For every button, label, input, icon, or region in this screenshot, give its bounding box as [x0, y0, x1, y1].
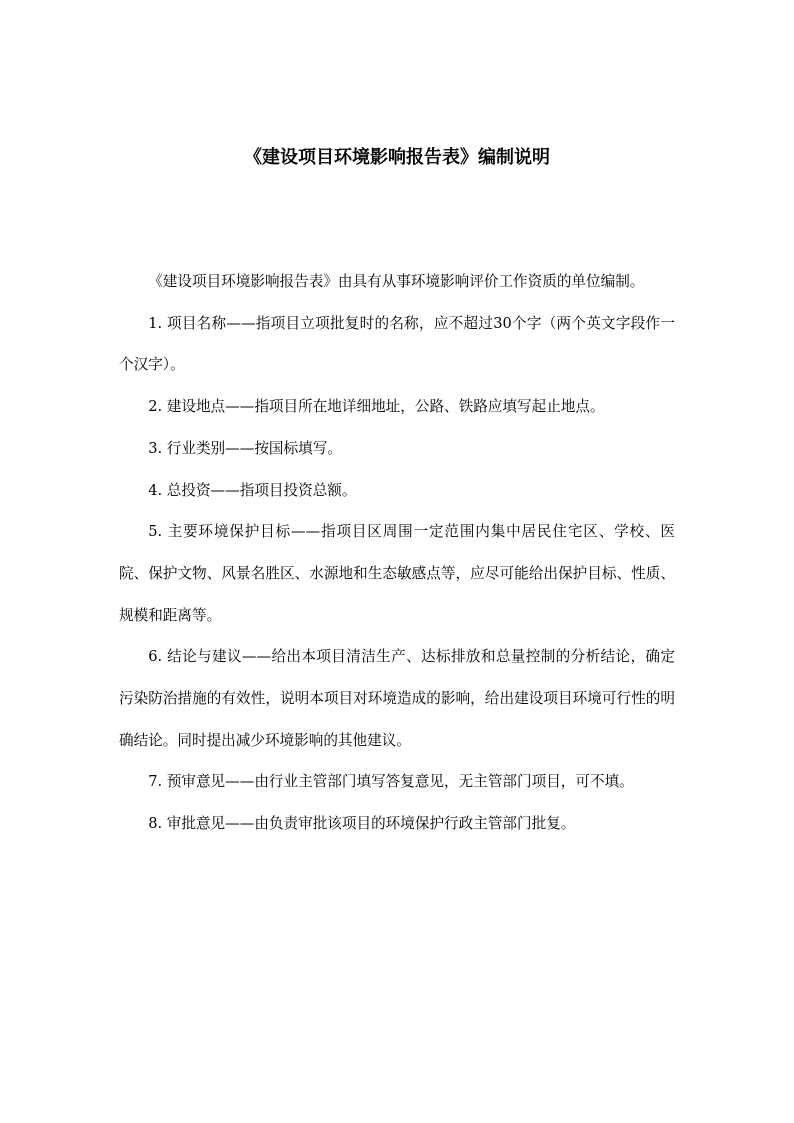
- paragraph-item-4: 4. 总投资——指项目投资总额。: [148, 481, 357, 499]
- paragraph-item-3: 3. 行业类别——按国标填写。: [148, 439, 342, 457]
- paragraph-intro: 《建设项目环境影响报告表》由具有从事环境影响评价工作资质的单位编制。: [148, 273, 645, 290]
- paragraph-item-1: 1. 项目名称——指项目立项批复时的名称，应不超过30个字（两个英文字段作一个汉字）。: [119, 314, 675, 374]
- document-body: [119, 261, 675, 845]
- paragraph-item-2: 2. 建设地点——指项目所在地详细地址，公路、铁路应填写起止地点。: [148, 398, 605, 416]
- paragraph-item-6: 6. 结论与建议——给出本项目清洁生产、达标排放和总量控制的分析结论，确定污染防治措施的有效性，说明本项目对环境造成的影响，给出建设项目环境可行性的明确结论。同时提出减少环境影响的其他建议。: [119, 648, 675, 749]
- paragraph-item-7: 7. 预审意见——由行业主管部门填写答复意见，无主管部门项目，可不填。: [148, 773, 634, 791]
- document-title: 《建设项目环境影响报告表》编制说明: [244, 147, 550, 168]
- paragraph-item-8: 8. 审批意见——由负责审批该项目的环境保护行政主管部门批复。: [148, 815, 576, 833]
- paragraph-item-5: 5. 主要环境保护目标——指项目区周围一定范围内集中居民住宅区、学校、医院、保护文物、风景名胜区、水源地和生态敏感点等，应尽可能给出保护目标、性质、规模和距离等。: [119, 523, 675, 624]
